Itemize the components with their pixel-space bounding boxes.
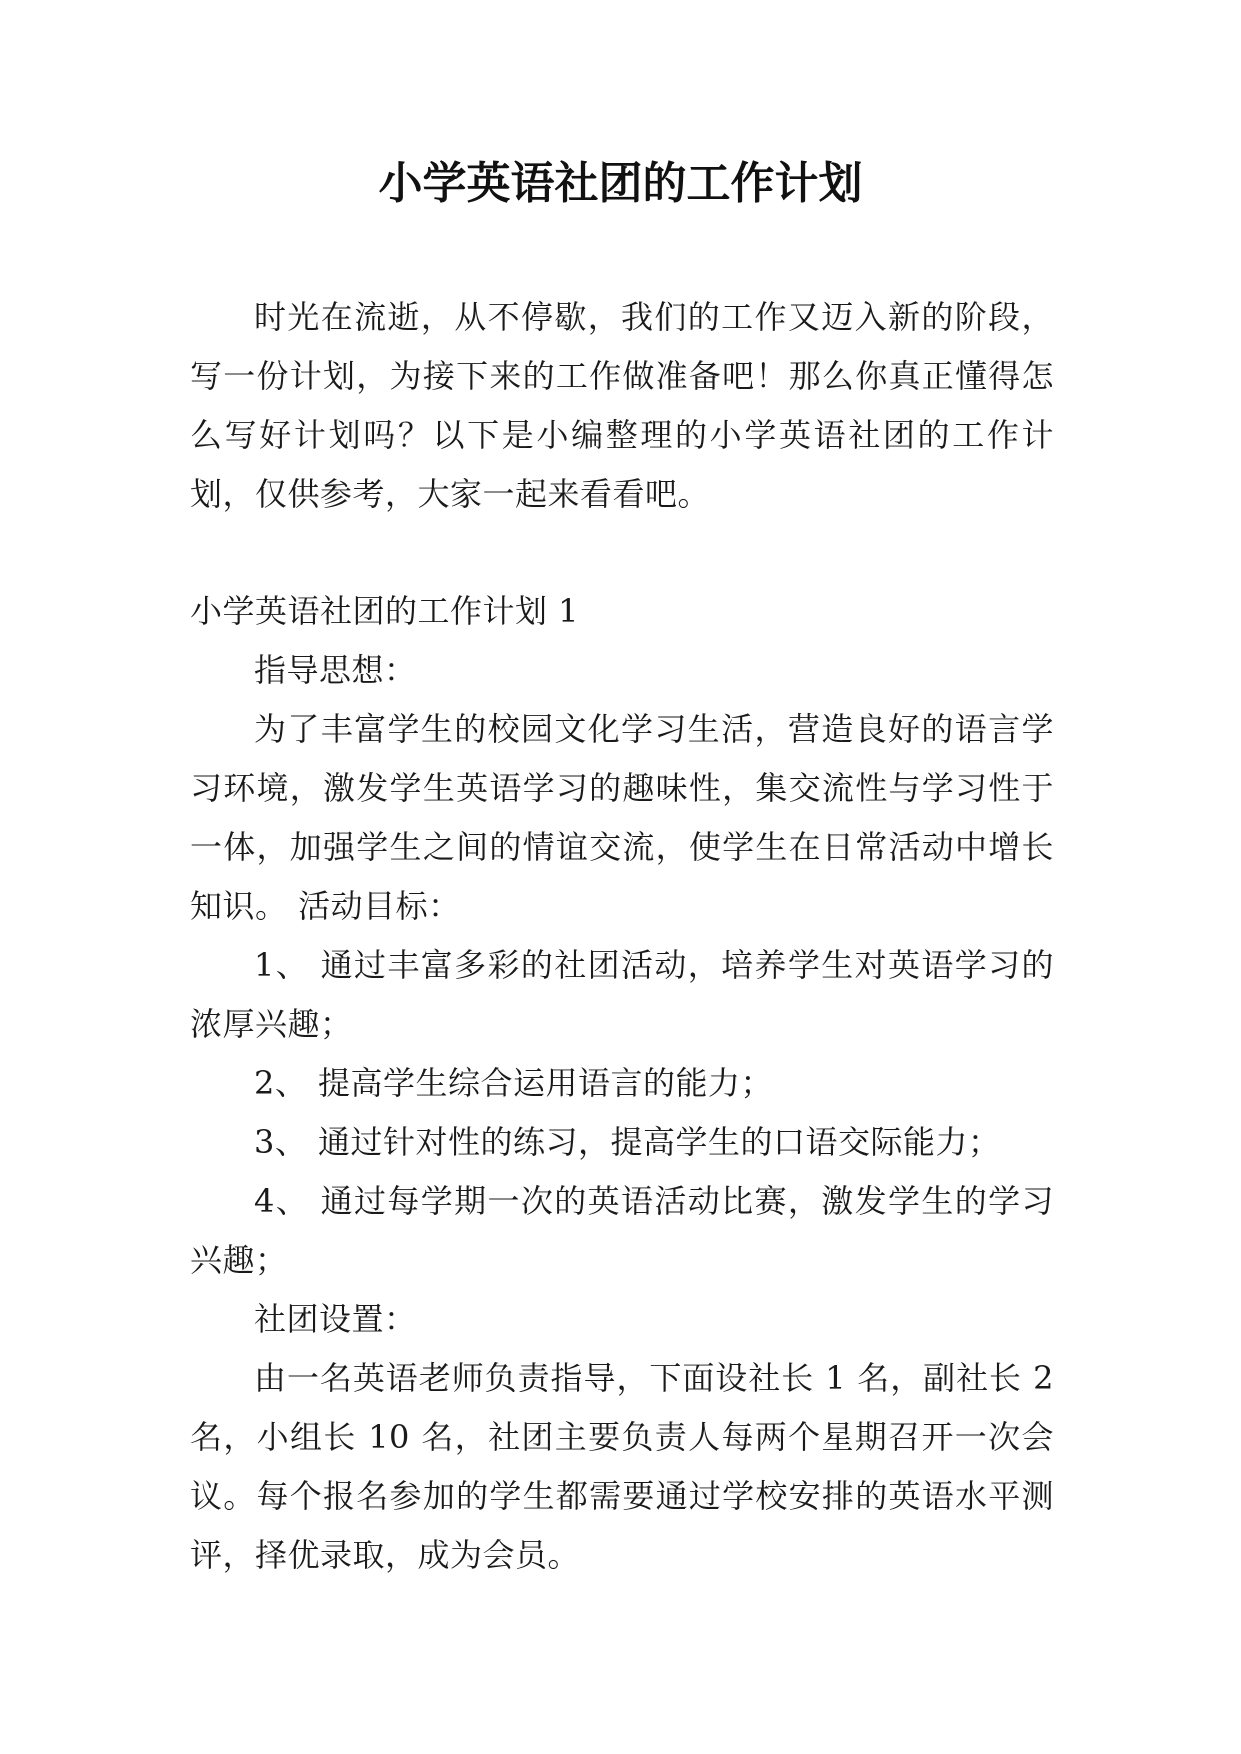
goal-item-3: 3、 通过针对性的练习，提高学生的口语交际能力； xyxy=(254,1123,1001,1161)
paragraph-spacer xyxy=(190,524,1054,582)
goal-item-4: 4、 通过每学期一次的英语活动比赛，激发学生的学习兴趣； xyxy=(190,1182,1054,1279)
document-title: 小学英语社团的工作计划 xyxy=(378,158,863,209)
setup-paragraph: 由一名英语老师负责指导，下面设社长 1 名，副社长 2 名，小组长 10 名，社团主要负责人每两个星期召开一次会议。每个报名参加的学生都需要通过学校安排的英语水平测评，择优录取，成为会员。 xyxy=(190,1359,1054,1574)
document-body xyxy=(190,288,1054,1585)
section-heading: 小学英语社团的工作计划 1 xyxy=(190,592,580,630)
guiding-label: 指导思想： xyxy=(254,651,417,689)
goal-item-2: 2、 提高学生综合运用语言的能力； xyxy=(254,1064,774,1102)
intro-paragraph: 时光在流逝，从不停歇，我们的工作又迈入新的阶段，写一份计划，为接下来的工作做准备吧！那么你真正懂得怎么写好计划吗？以下是小编整理的小学英语社团的工作计划，仅供参考，大家一起来看看吧。 xyxy=(190,298,1054,513)
guiding-paragraph: 为了丰富学生的校园文化学习生活，营造良好的语言学习环境，激发学生英语学习的趣味性，集交流性与学习性于一体，加强学生之间的情谊交流，使学生在日常活动中增长知识。 活动目标： xyxy=(190,710,1054,925)
goal-item-1: 1、 通过丰富多彩的社团活动，培养学生对英语学习的浓厚兴趣； xyxy=(190,946,1054,1043)
setup-label: 社团设置： xyxy=(254,1300,417,1338)
